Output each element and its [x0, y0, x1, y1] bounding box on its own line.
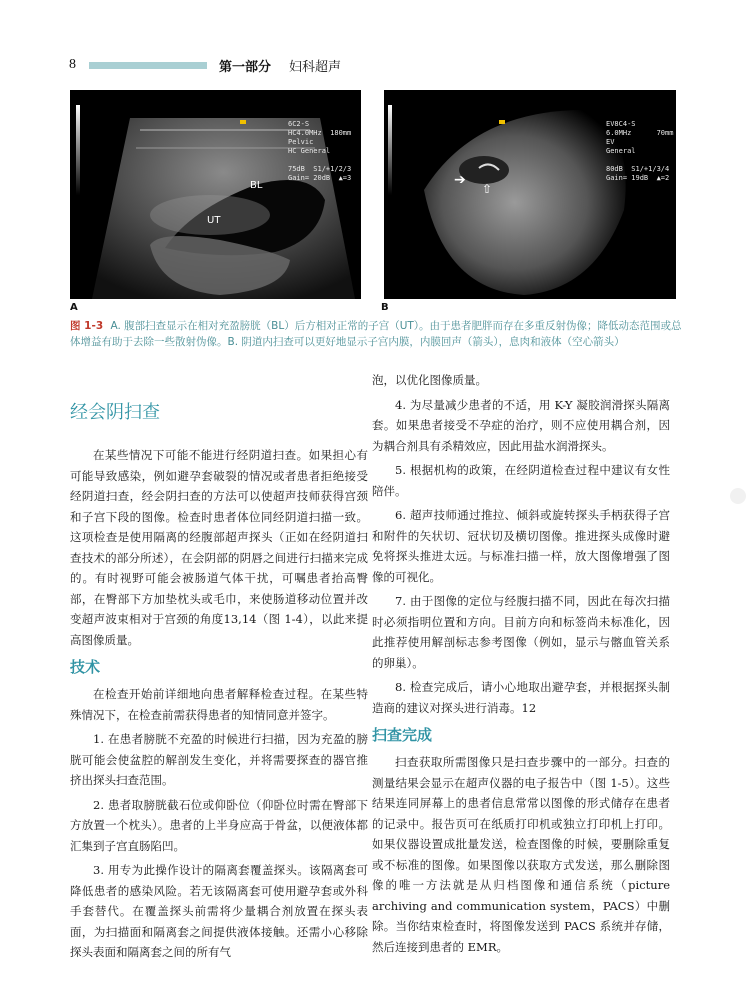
page-edge-mark: [730, 488, 746, 504]
chapter-title: 妇科超声: [289, 60, 342, 75]
left-column: [70, 370, 368, 967]
list-item: 1. 在患者膀胱不充盈的时候进行扫描，因为充盈的膀胱可能会使盆腔的解剖发生变化，并将需要探查的器官推挤出探头扫查范围。: [70, 732, 368, 787]
list-item: 2. 患者取膀胱截石位或仰卧位（仰卧位时需在臀部下方放置一个枕头）。患者的上半身应高于骨盆，以便液体都汇集到子宫直肠陷凹。: [70, 797, 368, 853]
list-item: 6. 超声技师通过推拉、倾斜或旋转探头手柄获得子宫和附件的矢状切、冠状切及横切图像。推进探头成像时避免将探头推进太远。与标准扫描一样，放大图像增强了图像的可视化。: [372, 508, 670, 584]
machine-settings-b: EV8C4-S 6.0MHz 70mm EV General 80dB S1/+1/3/4 Gain= 19dB ▲=2: [606, 120, 674, 182]
figure-number: 图 1-3: [70, 320, 104, 332]
list-item: 8. 检查完成后，请小心地取出避孕套，并根据探头制造商的建议对探头进行消毒。12: [372, 680, 670, 715]
page-number: 8: [69, 57, 76, 72]
figure-caption-text: A. 腹部扫查显示在相对充盈膀胱（BL）后方相对正常的子宫（UT）。由于患者肥胖而存在多重反射伪像；降低动态范围或总体增益有助于去除一些散射伪像。B. 阴道内扫查可以更好地显示子宫内膜，内膜回声（箭头），息肉和液体（空心箭头）: [70, 320, 682, 348]
paragraph: 扫查获取所需图像只是扫查步骤中的一部分。扫查的测量结果会显示在超声仪器的电子报告中（图 1-5）。这些结果连同屏幕上的患者信息常常以图像的形式储存在患者的记录中。报告页可在纸质打印机或独立打印机上打印。如果仪器设置成批量发送，检查图像的时候，要删除重复或不标准的图像。如果图像以获取方式发送，那么删除图像的唯一方法就是从归档图像和通信系统（picture archiving and communication system，PACS）中删除。当你结束检查时，将图像发送到 PACS 系统并存储，然后连接到患者的 EMR。: [372, 755, 670, 954]
list-item: 7. 由于图像的定位与经腹扫描不同，因此在每次扫描时必须指明位置和方向。目前方向和标签尚未标准化，因此推荐使用解剖标志参考图像（例如，显示与髂血管关系的卵巢）。: [372, 594, 670, 670]
paragraph-continuation: 泡，以优化图像质量。: [372, 373, 487, 387]
ultrasound-image-b: [384, 90, 676, 299]
arrow-icon: ➔: [454, 172, 466, 188]
list-item: 5. 根据机构的政策，在经阴道检查过程中建议有女性陪伴。: [372, 463, 670, 498]
section-heading: 经会阴扫查: [70, 402, 160, 423]
subsection-heading: 扫查完成: [372, 726, 433, 744]
running-header: [69, 57, 689, 73]
hollow-arrow-icon: ⇧: [482, 182, 493, 196]
list-item: 4. 为尽量减少患者的不适，用 K-Y 凝胶润滑探头隔离套。如果患者接受不孕症的治疗，则不应使用耦合剂，因为耦合剂具有杀精效应，因此用盐水润滑探头。: [372, 397, 670, 453]
header-color-bar: [89, 62, 207, 69]
list-item: 3. 用专为此操作设计的隔离套覆盖探头。该隔离套可降低患者的感染风险。若无该隔离套可使用避孕套或外科手套替代。在覆盖探头前需将少量耦合剂放置在探头表面，为扫描面和隔离套之间提供液体接触。还需小心移除探头表面和隔离套之间的所有气: [70, 863, 368, 959]
paragraph: 在检查开始前详细地向患者解释检查过程。在某些特殊情况下，在检查前需获得患者的知情同意并签字。: [70, 687, 368, 722]
paragraph: 在某些情况下可能不能进行经阴道扫查。如果担心有可能导致感染，例如避孕套破裂的情况或者患者拒绝接受经阴道扫查，经会阴扫查的方法可以使超声技师获得宫颈和子宫下段的图像。检查时患者体位同经阴道扫描一致。这项检查是使用隔离的经腹部超声探头（正如在经阴道扫查技术的部分所述），在会阴部的阴唇之间进行扫描来完成的。有时视野可能会被肠道气体干扰，可嘱患者抬高臀部，在臀部下方加垫枕头或毛巾，来使肠道移动位置并改变超声波束相对于宫颈的角度13,14（图 1-4），以此来提高图像质量。: [70, 448, 368, 647]
subsection-heading: 技术: [70, 658, 101, 676]
right-column: [372, 370, 670, 961]
orientation-marker-icon: [499, 120, 505, 124]
label-bladder: BL: [250, 180, 263, 191]
machine-settings-a: 6C2-S HC4.0MHz 180mm Pelvic HC General 75dB S1/+1/2/3 Gain= 20dB ▲=3: [288, 120, 352, 182]
part-title: 第一部分: [219, 60, 272, 75]
label-uterus: UT: [207, 215, 221, 226]
panel-letter-a: A: [70, 302, 78, 313]
orientation-marker-icon: [240, 120, 246, 124]
panel-letter-b: B: [381, 302, 389, 313]
figure-caption: [70, 318, 685, 350]
ultrasound-image-a: [70, 90, 361, 299]
